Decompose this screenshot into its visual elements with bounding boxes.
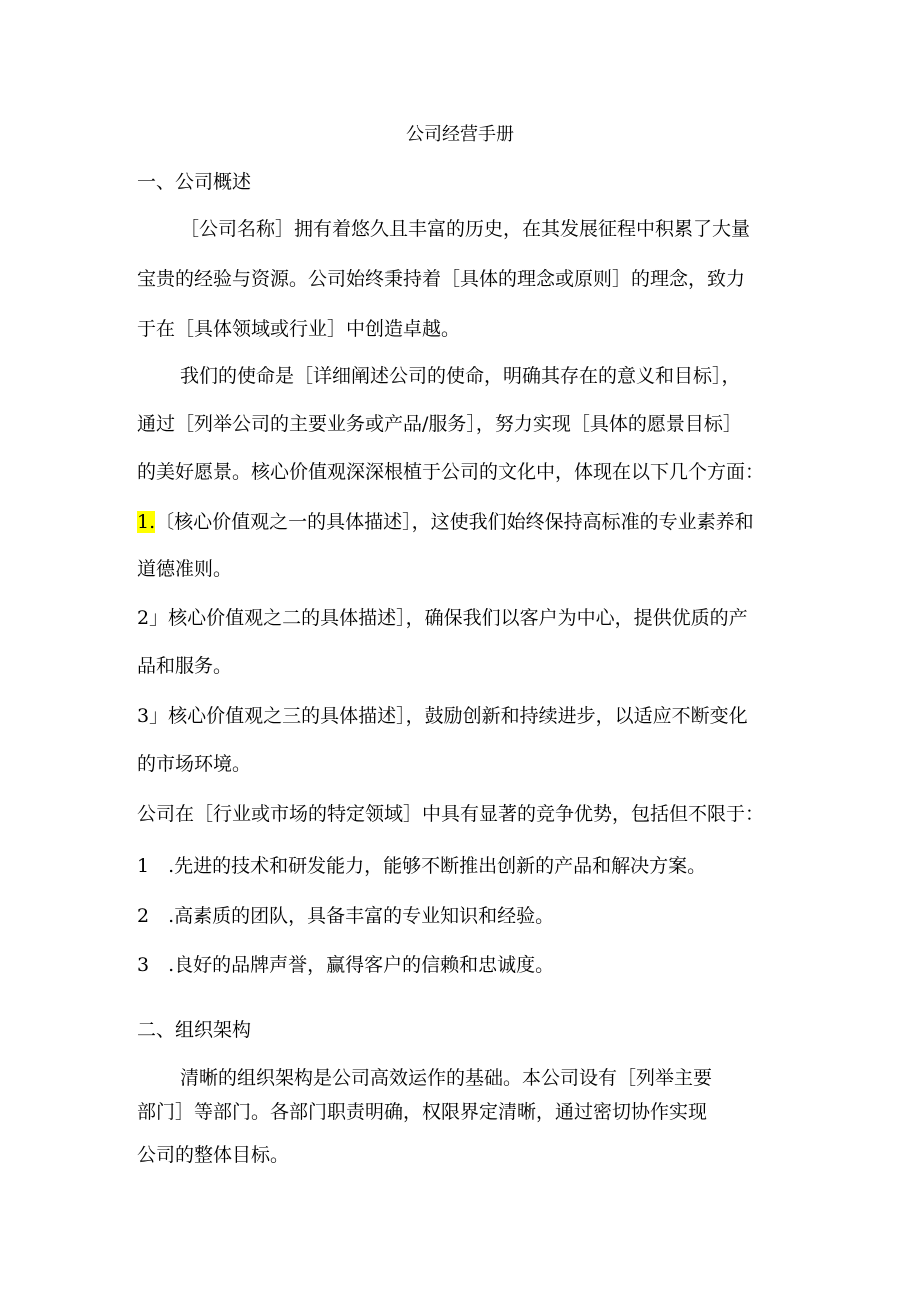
organization-para-line1: 清晰的组织架构是公司高效运作的基础。本公司设有［列举主要: [180, 1067, 713, 1089]
advantage-item-1: 1 .先进的技术和研发能力，能够不断推出创新的产品和解决方案。: [137, 855, 707, 877]
section-heading-organization: 二、组织架构: [137, 1019, 252, 1041]
overview-para1-line3: 于在［具体领域或行业］中创造卓越。: [137, 318, 461, 340]
core-value-1-line2: 道德准则。: [137, 558, 233, 580]
overview-para1-line2: 宝贵的经验与资源。公司始终秉持着［具体的理念或原则］的理念，致力: [137, 268, 746, 290]
highlighted-number: 1.: [137, 511, 156, 533]
overview-para2-line3: 的美好愿景。核心价值观深深根植于公司的文化中，体现在以下几个方面：: [137, 461, 765, 483]
core-value-3-line2: 的市场环境。: [137, 753, 252, 775]
core-value-3-line1: 3」核心价值观之三的具体描述］，鼓励创新和持续进步，以适应不断变化: [137, 705, 748, 727]
organization-para-line2: 部门］等部门。各部门职责明确，权限界定清晰，通过密切协作实现: [137, 1101, 708, 1123]
advantage-intro: 公司在［行业或市场的特定领域］中具有显著的竞争优势，包括但不限于：: [137, 803, 765, 825]
organization-para-line3: 公司的整体目标。: [137, 1144, 290, 1166]
overview-para2-line1: 我们的使命是［详细阐述公司的使命，明确其存在的意义和目标］，: [180, 365, 741, 387]
section-heading-overview: 一、公司概述: [137, 171, 252, 193]
overview-para2-line2: 通过［列举公司的主要业务或产品/服务］，努力实现［具体的愿景目标］: [137, 413, 742, 435]
core-value-1-line1: [137, 510, 754, 534]
core-value-2-line1: 2」核心价值观之二的具体描述］，确保我们以客户为中心，提供优质的产: [137, 607, 748, 629]
document-title: 公司经营手册: [406, 124, 514, 145]
advantage-item-3: 3 .良好的品牌声誉，赢得客户的信赖和忠诚度。: [137, 954, 555, 976]
core-value-1-text: 〔核心价值观之一的具体描述］，这使我们始终保持高标准的专业素养和: [155, 511, 754, 533]
core-value-2-line2: 品和服务。: [137, 655, 233, 677]
advantage-item-2: 2 .高素质的团队，具备丰富的专业知识和经验。: [137, 905, 555, 927]
overview-para1-line1: ［公司名称］拥有着悠久且丰富的历史，在其发展征程中积累了大量: [180, 218, 751, 240]
